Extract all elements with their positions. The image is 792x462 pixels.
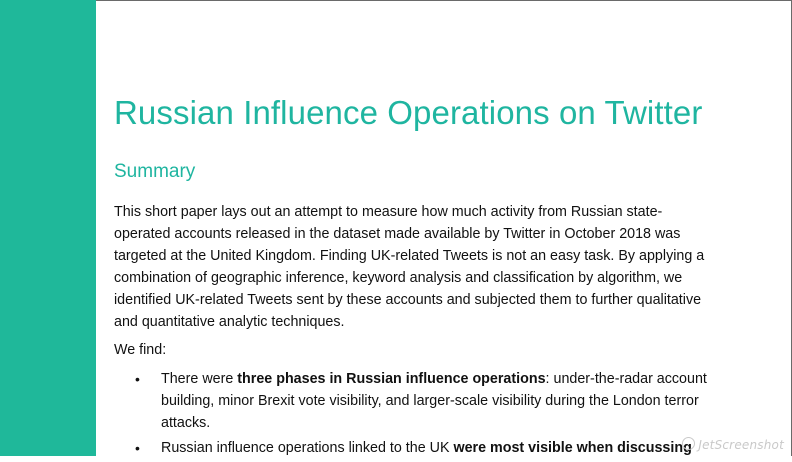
finding-text: There were xyxy=(161,371,238,387)
finding-emphasis: were most visible when discussing xyxy=(453,440,692,456)
watermark xyxy=(682,437,784,452)
summary-line: identified UK-related Tweets sent by these accounts and subjected them to further qualitative xyxy=(114,292,702,308)
finding-line xyxy=(161,368,734,390)
bullet-icon: • xyxy=(135,371,140,387)
findings-list xyxy=(114,368,734,462)
summary-paragraph xyxy=(114,201,734,333)
section-heading-summary: Summary xyxy=(114,161,196,182)
camera-icon xyxy=(682,437,695,450)
summary-line: and quantitative analytic techniques. xyxy=(114,314,345,330)
finding-text: : under-the-radar account xyxy=(545,371,707,387)
list-item xyxy=(114,368,734,434)
we-find-label: We find: xyxy=(114,342,167,358)
finding-emphasis: three phases in Russian influence operations xyxy=(237,371,546,387)
finding-line: building, minor Brexit vote visibility, and larger-scale visibility during the London terror xyxy=(161,393,699,409)
finding-text: Russian influence operations linked to the UK xyxy=(161,440,454,456)
summary-line: operated accounts released in the dataset made available by Twitter in October 2018 was xyxy=(114,226,681,242)
summary-line: This short paper lays out an attempt to measure how much activity from Russian state- xyxy=(114,204,663,220)
bullet-icon: • xyxy=(135,440,140,456)
summary-line: targeted at the United Kingdom. Finding UK-related Tweets is not an easy task. By applying a xyxy=(114,248,705,264)
watermark-text: JetScreenshot xyxy=(698,438,784,452)
summary-line: combination of geographic inference, keyword analysis and classification by algorithm, we xyxy=(114,270,683,286)
document-title: Russian Influence Operations on Twitter xyxy=(114,94,703,131)
side-color-band xyxy=(0,0,96,456)
finding-line: attacks. xyxy=(161,415,211,431)
